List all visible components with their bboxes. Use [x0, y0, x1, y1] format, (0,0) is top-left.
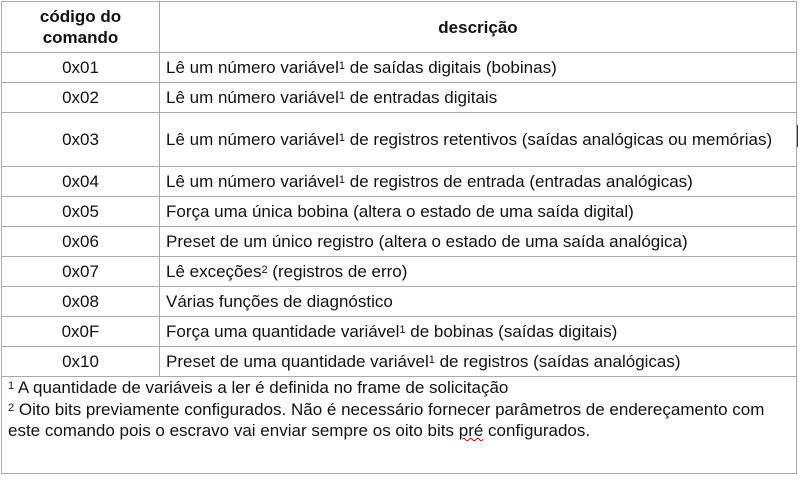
footnote-2 [8, 399, 790, 442]
footnote-mark: 2 [8, 401, 15, 414]
header-code-line-2: comando [42, 28, 119, 47]
table-row [2, 83, 797, 113]
footnote-mark: 1 [8, 380, 15, 392]
command-code: 0x08 [2, 287, 160, 317]
command-description [160, 347, 797, 377]
footnote-1 [8, 377, 790, 399]
footnote-ref: 1 [428, 354, 435, 366]
command-description [160, 317, 797, 347]
description-text: Lê um número variável [166, 172, 339, 191]
table-row [2, 317, 797, 347]
description-text-cont: de entradas digitais [345, 88, 498, 107]
description-text: Força uma única bobina (altera o estado de uma saída digital) [166, 202, 634, 221]
command-description [160, 257, 797, 287]
description-text-cont: de registros (saídas analógicas) [434, 352, 681, 371]
table-row [2, 347, 797, 377]
spelling-flagged-word: pré [458, 421, 484, 440]
command-code: 0x04 [2, 167, 160, 197]
header-row [2, 2, 797, 53]
footnote-ref: 1 [399, 324, 406, 336]
description-text: Lê um número variável [166, 130, 339, 149]
header-code-line-1: código do [39, 7, 122, 26]
command-code: 0x07 [2, 257, 160, 287]
command-description [160, 197, 797, 227]
header-description: descrição [160, 2, 797, 53]
command-code: 0x05 [2, 197, 160, 227]
table-row [2, 113, 797, 167]
footnote-text: A quantidade de variáveis a ler é definida no frame de solicitação [14, 378, 509, 397]
footnote-ref: 1 [338, 174, 346, 186]
command-code: 0x02 [2, 83, 160, 113]
description-text-cont: (registros de erro) [267, 262, 408, 281]
command-description [160, 227, 797, 257]
footnote-ref: 1 [338, 90, 346, 102]
command-description [160, 167, 797, 197]
description-text: Preset de uma quantidade variável [166, 352, 429, 371]
description-text: Várias funções de diagnóstico [166, 292, 393, 311]
table-row [2, 287, 797, 317]
table-row [2, 197, 797, 227]
description-text: Lê um número variável [166, 88, 339, 107]
description-text-cont: de saídas digitais (bobinas) [345, 58, 557, 77]
header-code [2, 2, 160, 53]
footnote-ref: 2 [261, 264, 268, 276]
command-code: 0x10 [2, 347, 160, 377]
command-code: 0x0F [2, 317, 160, 347]
description-text: Força uma quantidade variável [166, 322, 400, 341]
description-text: Preset de um único registro (altera o estado de uma saída analógica) [166, 232, 688, 251]
table-row [2, 53, 797, 83]
table-row [2, 227, 797, 257]
footnote-text-tail: configurados. [483, 421, 591, 440]
command-code: 0x01 [2, 53, 160, 83]
footnotes [2, 377, 797, 474]
description-text-cont: de registros de entrada (entradas analógicas) [345, 172, 693, 191]
footnote-ref: 1 [338, 60, 346, 72]
command-description [160, 53, 797, 83]
command-code: 0x06 [2, 227, 160, 257]
command-description [160, 83, 797, 113]
description-text: Lê exceções [166, 262, 262, 281]
description-text: Lê um número variável [166, 58, 339, 77]
table-row [2, 257, 797, 287]
table-row [2, 167, 797, 197]
command-description [160, 113, 797, 167]
command-table [1, 1, 797, 474]
description-text-cont: de bobinas (saídas digitais) [405, 322, 618, 341]
description-text-cont: de registros retentivos (saídas analógicas ou memórias) [345, 130, 773, 149]
footnotes-row [2, 377, 797, 474]
footnote-text: Oito bits previamente configurados. Não é necessário fornecer parâmetros de endereçamento com este comando pois o escravo vai enviar sempre os oito bits [8, 399, 765, 440]
border-fragment [797, 125, 798, 147]
command-code: 0x03 [2, 113, 160, 167]
command-description [160, 287, 797, 317]
footnote-ref: 1 [338, 132, 346, 144]
